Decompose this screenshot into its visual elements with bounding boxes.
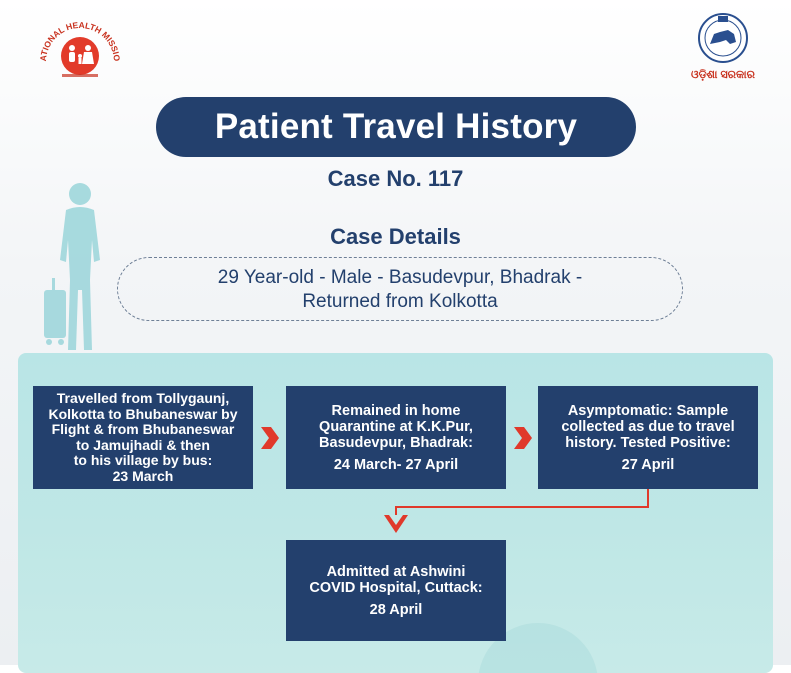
step-3-line-1: Asymptomatic: Sample	[567, 402, 729, 419]
timeline-step-2	[286, 386, 506, 489]
step-1-line-3: Flight & from Bhubaneswar	[51, 421, 235, 437]
chevron-right-icon	[259, 425, 281, 451]
step-3-date: 27 April	[621, 456, 675, 473]
chevron-right-icon	[512, 425, 534, 451]
timeline-step-4	[286, 540, 506, 641]
traveler-illustration	[40, 180, 120, 355]
step-4-line-1: Admitted at Ashwini	[326, 563, 466, 580]
case-details-box	[117, 257, 683, 321]
step-3-line-3: history. Tested Positive:	[565, 434, 731, 451]
connector-arrow	[380, 489, 650, 539]
step-1-line-4: to Jamujhadi & then	[76, 436, 210, 453]
case-details-line-2: Returned from Kolkotta	[302, 291, 498, 312]
step-3-line-2: collected as due to travel	[561, 418, 735, 435]
nhm-logo-text: ATIONAL HEALTH MISSIO	[37, 19, 123, 62]
odisha-emblem-text: ଓଡ଼ିଶା ସରକାର	[691, 69, 755, 81]
step-4-date: 28 April	[369, 601, 423, 618]
step-1-line-1: Travelled from Tollygaunj,	[56, 390, 230, 406]
timeline-step-3	[538, 386, 758, 489]
step-1-line-2: Kolkotta to Bhubaneswar by	[48, 405, 238, 422]
odisha-government-emblem	[690, 10, 756, 82]
national-health-mission-logo	[36, 12, 124, 84]
step-1-date: 23 March	[112, 467, 174, 484]
timeline-step-1	[33, 386, 253, 489]
step-1-line-5: to his village by bus:	[73, 452, 213, 468]
case-number: Case No. 117	[327, 166, 464, 191]
case-details-heading: Case Details	[330, 224, 461, 249]
step-2-line-2: Quarantine at K.K.Pur,	[319, 418, 473, 435]
case-details-line-1: 29 Year-old - Male - Basudevpur, Bhadrak -	[217, 267, 583, 288]
step-2-date: 24 March- 27 April	[333, 456, 459, 473]
step-2-line-3: Basudevpur, Bhadrak:	[319, 434, 473, 451]
step-2-line-1: Remained in home	[331, 402, 461, 419]
step-4-line-2: COVID Hospital, Cuttack:	[309, 579, 483, 596]
page-title: Patient Travel History	[156, 97, 636, 157]
